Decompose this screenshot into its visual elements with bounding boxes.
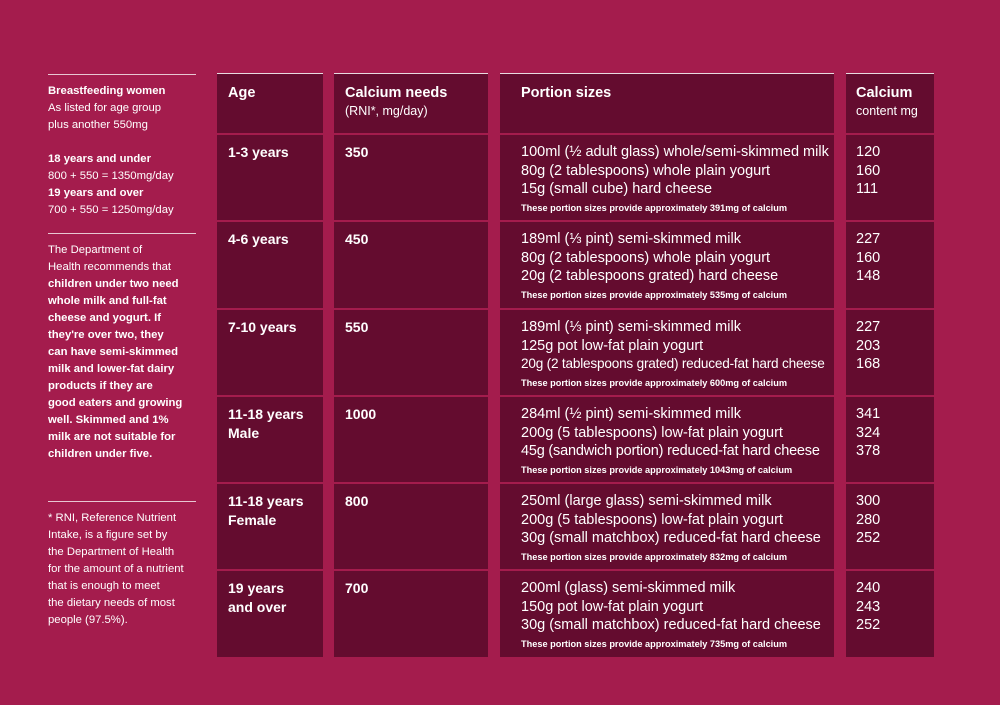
doh-line: well. Skimmed and 1% <box>48 414 169 426</box>
needs-value: 350 <box>345 144 369 160</box>
calcium-value: 324 <box>856 424 881 441</box>
calcium-cell <box>846 308 934 396</box>
calcium-header-sub: content mg <box>856 104 918 118</box>
portion-total-note: These portion sizes provide approximately 735mg of calcium <box>521 638 788 649</box>
calcium-value: 252 <box>856 617 881 633</box>
portion-line: 200g (5 tablespoons) low-fat plain yogurt <box>521 424 783 441</box>
needs-value: 1000 <box>345 406 377 422</box>
breastfeeding-note <box>48 74 196 219</box>
portion-cell <box>500 569 834 659</box>
age-cell <box>217 308 323 396</box>
under18-title: 18 years and under <box>48 153 151 165</box>
calcium-value: 378 <box>856 443 881 459</box>
needs-header-label: Calcium needs <box>345 85 448 101</box>
doh-line: can have semi-skimmed <box>48 346 178 358</box>
doh-line: children under two need <box>48 278 179 290</box>
age-cell <box>217 133 323 221</box>
age-header <box>217 74 323 133</box>
portion-line: 80g (2 tablespoons) whole plain yogurt <box>521 162 771 179</box>
portion-total-note: These portion sizes provide approximately 832mg of calcium <box>521 551 788 562</box>
calcium-value: 252 <box>856 530 881 546</box>
calcium-header <box>846 74 934 133</box>
portion-line: 30g (small matchbox) reduced-fat hard cheese <box>521 530 821 546</box>
rni-line: * RNI, Reference Nutrient <box>48 512 177 524</box>
age-column <box>217 73 323 657</box>
age-label-sub: and over <box>228 599 287 615</box>
needs-header-sub: (RNI*, mg/day) <box>345 104 428 118</box>
calcium-value: 227 <box>856 319 881 335</box>
doh-line: The Department of <box>48 244 143 256</box>
portion-line: 200ml (glass) semi-skimmed milk <box>521 580 736 596</box>
calcium-cell <box>846 133 934 221</box>
portion-line: 284ml (½ pint) semi-skimmed milk <box>521 406 741 422</box>
portion-line: 189ml (⅓ pint) semi-skimmed milk <box>521 319 741 335</box>
age-header-label: Age <box>228 85 256 101</box>
calcium-value: 168 <box>856 356 881 372</box>
calcium-needs-column <box>334 73 488 657</box>
rni-footnote <box>48 501 196 629</box>
age-label: 19 years <box>228 580 285 596</box>
portion-total-note: These portion sizes provide approximately 1043mg of calcium <box>521 464 793 475</box>
needs-cell <box>334 482 488 570</box>
portion-cell <box>500 133 834 221</box>
age-cell <box>217 220 323 308</box>
age-label: 4-6 years <box>228 231 289 247</box>
rni-line: people (97.5%). <box>48 614 128 626</box>
doh-line: products if they are <box>48 380 153 392</box>
portion-total-note: These portion sizes provide approximately 535mg of calcium <box>521 289 788 300</box>
portion-line: 150g pot low-fat plain yogurt <box>521 598 704 615</box>
portion-sizes-column <box>500 73 834 657</box>
age-label: 11-18 years <box>228 406 304 422</box>
calcium-value: 160 <box>856 162 881 179</box>
calcium-content-column <box>846 73 934 657</box>
age-label: 1-3 years <box>228 144 289 160</box>
portion-total-note: These portion sizes provide approximately 600mg of calcium <box>521 377 788 388</box>
portion-line: 100ml (½ adult glass) whole/semi-skimmed milk <box>521 144 829 160</box>
portion-line: 250ml (large glass) semi-skimmed milk <box>521 493 772 509</box>
doh-line: children under five. <box>48 448 153 460</box>
doh-recommendation-note <box>48 233 196 463</box>
portion-line: 45g (sandwich portion) reduced-fat hard cheese <box>521 443 820 459</box>
needs-cell <box>334 220 488 308</box>
breastfeeding-line: As listed for age group <box>48 102 162 114</box>
over19-calc: 700 + 550 = 1250mg/day <box>48 204 174 216</box>
sidebar-notes <box>48 74 196 629</box>
rni-line: the Department of Health <box>48 546 175 558</box>
age-cell <box>217 569 323 659</box>
portion-cell <box>500 308 834 396</box>
age-label: 7-10 years <box>228 319 297 335</box>
portion-line: 20g (2 tablespoons grated) hard cheese <box>521 268 779 284</box>
calcium-value: 227 <box>856 231 881 247</box>
calcium-value: 341 <box>856 406 881 422</box>
under18-calc: 800 + 550 = 1350mg/day <box>48 170 174 182</box>
doh-line: milk and lower-fat dairy <box>48 363 175 375</box>
portion-cell <box>500 395 834 483</box>
needs-cell <box>334 308 488 396</box>
portion-header-label: Portion sizes <box>521 85 612 101</box>
portion-line: 125g pot low-fat plain yogurt <box>521 337 704 354</box>
portion-line: 80g (2 tablespoons) whole plain yogurt <box>521 249 771 266</box>
calcium-value: 160 <box>856 249 881 266</box>
portion-line: 189ml (⅓ pint) semi-skimmed milk <box>521 231 741 247</box>
portion-header <box>500 74 834 133</box>
portion-line: 20g (2 tablespoons grated) reduced-fat hard cheese <box>521 356 825 371</box>
calcium-cell <box>846 395 934 483</box>
calcium-cell <box>846 569 934 659</box>
over19-title: 19 years and over <box>48 187 144 199</box>
calcium-header-label: Calcium <box>856 85 913 101</box>
rni-line: that is enough to meet <box>48 580 160 592</box>
calcium-value: 280 <box>856 511 881 528</box>
breastfeeding-title: Breastfeeding women <box>48 85 166 97</box>
portion-line: 200g (5 tablespoons) low-fat plain yogurt <box>521 511 783 528</box>
calcium-cell <box>846 220 934 308</box>
breastfeeding-line: plus another 550mg <box>48 119 148 131</box>
calcium-value: 120 <box>856 144 881 160</box>
needs-cell <box>334 569 488 659</box>
age-label: 11-18 years <box>228 493 304 509</box>
portion-cell <box>500 220 834 308</box>
calcium-value: 243 <box>856 598 881 615</box>
needs-cell <box>334 395 488 483</box>
doh-line: Health recommends that <box>48 261 172 273</box>
doh-line: whole milk and full-fat <box>48 295 167 307</box>
calcium-value: 111 <box>856 181 879 197</box>
calcium-value: 203 <box>856 337 881 354</box>
portion-total-note: These portion sizes provide approximately 391mg of calcium <box>521 202 788 213</box>
rni-line: Intake, is a figure set by <box>48 529 168 541</box>
age-label-sub: Female <box>228 512 277 528</box>
age-cell <box>217 482 323 570</box>
needs-value: 700 <box>345 580 369 596</box>
calcium-value: 240 <box>856 580 881 596</box>
age-cell <box>217 395 323 483</box>
needs-header <box>334 74 488 133</box>
portion-cell <box>500 482 834 570</box>
portion-line: 15g (small cube) hard cheese <box>521 181 713 197</box>
rni-line: the dietary needs of most <box>48 597 175 609</box>
doh-line: cheese and yogurt. If <box>48 312 161 324</box>
needs-value: 800 <box>345 493 369 509</box>
needs-cell <box>334 133 488 221</box>
needs-value: 450 <box>345 231 369 247</box>
calcium-value: 148 <box>856 268 881 284</box>
calcium-value: 300 <box>856 493 881 509</box>
portion-line: 30g (small matchbox) reduced-fat hard cheese <box>521 617 821 633</box>
age-label-sub: Male <box>228 425 260 441</box>
doh-line: they're over two, they <box>48 329 164 341</box>
calcium-cell <box>846 482 934 570</box>
doh-line: milk are not suitable for <box>48 431 176 443</box>
rni-line: for the amount of a nutrient <box>48 563 184 575</box>
doh-line: good eaters and growing <box>48 397 183 409</box>
needs-value: 550 <box>345 319 369 335</box>
